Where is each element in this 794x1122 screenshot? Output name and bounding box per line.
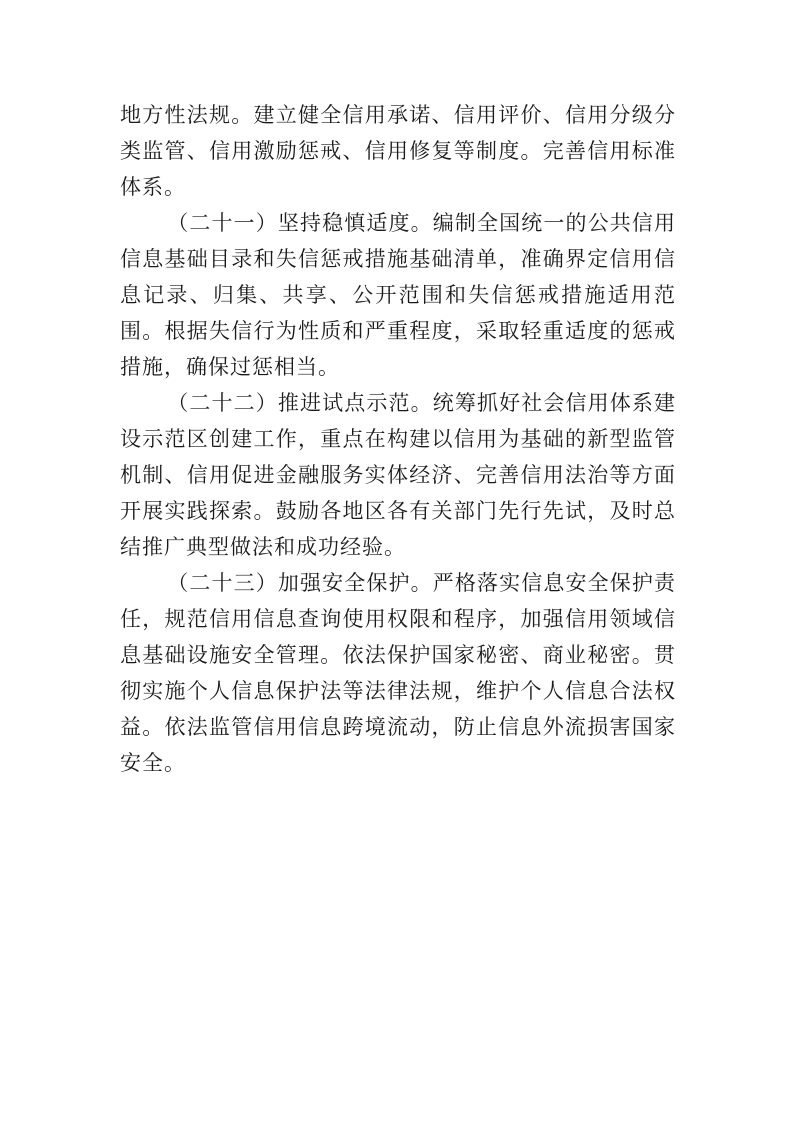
- paragraph-continuation: 地方性法规。建立健全信用承诺、信用评价、信用分级分类监管、信用激励惩戒、信用修复等制度。完善信用标准体系。: [120, 103, 676, 199]
- paragraph-section-22: （二十二）推进试点示范。统筹抓好社会信用体系建设示范区创建工作，重点在构建以信用为基础的新型监管机制、信用促进金融服务实体经济、完善信用法治等方面开展实践探索。鼓励各地区各有关部门先行先试，及时总结推广典型做法和成功经验。: [120, 391, 676, 559]
- paragraph-section-23: （二十三）加强安全保护。严格落实信息安全保护责任，规范信用信息查询使用权限和程序，加强信用领域信息基础设施安全管理。依法保护国家秘密、商业秘密。贯彻实施个人信息保护法等法律法规，维护个人信息合法权益。依法监管信用信息跨境流动，防止信息外流损害国家安全。: [120, 571, 676, 775]
- paragraph-section-21: （二十一）坚持稳慎适度。编制全国统一的公共信用信息基础目录和失信惩戒措施基础清单，准确界定信用信息记录、归集、共享、公开范围和失信惩戒措施适用范围。根据失信行为性质和严重程度，采取轻重适度的惩戒措施，确保过惩相当。: [120, 211, 676, 379]
- document-body: [120, 97, 676, 781]
